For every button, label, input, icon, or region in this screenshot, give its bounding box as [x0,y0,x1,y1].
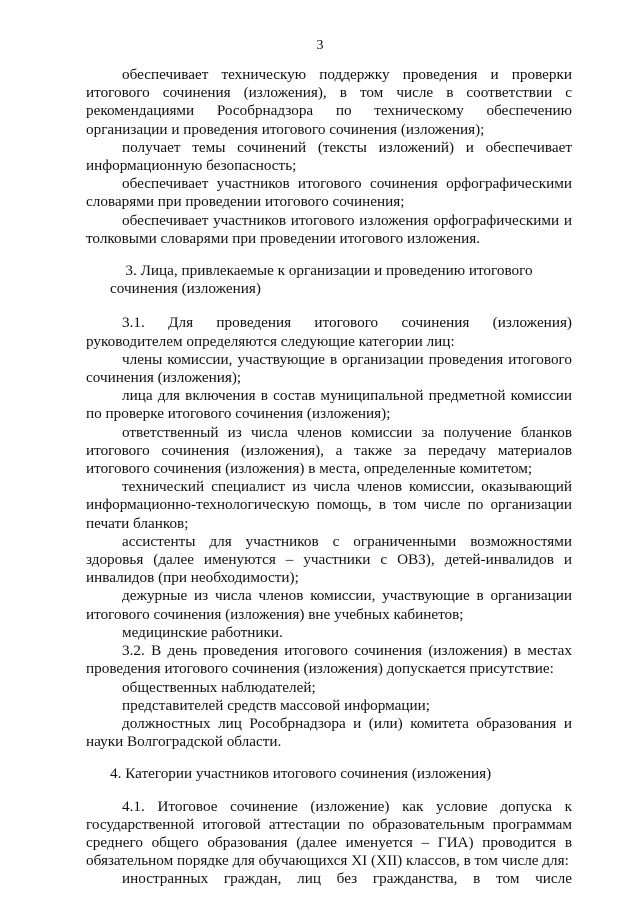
page-number: 3 [316,38,324,53]
section-heading-4: 4. Категории участников итогового сочинения (изложения) [110,765,492,783]
paragraph: ответственный из числа членов комиссии за получение бланков итогового сочинения (изложения), а также за передачу материалов итогового сочинения (изложения) в места, определенные комитетом; [86,423,572,478]
section-heading-3: 3. Лица, привлекаемые к организации и проведению итогового сочинения (изложения) [110,262,533,298]
paragraph: дежурные из числа членов комиссии, участвующие в организации итогового сочинения (изложения) вне учебных кабинетов; [86,587,572,623]
paragraph: иностранных граждан, лиц без гражданства, в том числе [122,870,572,888]
paragraph: обеспечивает техническую поддержку проведения и проверки итогового сочинения (изложения), в том числе в соответствии с рекомендациями Рособрнадзора по техническому обеспечению организации и проведения итогового сочинения (изложения); [86,66,572,138]
paragraph: получает темы сочинений (тексты изложений) и обеспечивает информационную безопасность; [86,138,572,175]
paragraph: 4.1. Итоговое сочинение (изложение) как условие допуска к государственной итоговой аттестации по образовательным программам среднего общего образования (далее именуется – ГИА) проводится в обязательном порядке для обучающихся XI (XII) классов, в том числе для: [86,797,572,870]
paragraph: общественных наблюдателей; [122,678,316,696]
paragraph: 3.2. В день проведения итогового сочинения (изложения) в местах проведения итогового сочинения (изложения) допускается присутствие: [86,642,572,678]
paragraph: технический специалист из числа членов комиссии, оказывающий информационно-технологическую помощь, в том числе по организации печати бланков; [86,478,572,532]
paragraph: представителей средств массовой информации; [122,696,430,714]
paragraph: обеспечивает участников итогового сочинения орфографическими словарями при проведении итогового сочинения; [86,175,572,211]
paragraph: медицинские работники. [122,623,283,641]
paragraph: ассистенты для участников с ограниченными возможностями здоровья (далее именуются – участники с ОВЗ), детей-инвалидов и инвалидов (при необходимости); [86,532,572,587]
paragraph: 3.1. Для проведения итогового сочинения (изложения) руководителем определяются следующие категории лиц: [86,314,572,350]
paragraph: члены комиссии, участвующие в организации проведения итогового сочинения (изложения); [86,350,572,387]
paragraph: лица для включения в состав муниципальной предметной комиссии по проверке итогового сочинения (изложения); [86,387,572,423]
paragraph: обеспечивает участников итогового изложения орфографическими и толковыми словарями при проведении итогового изложения. [86,211,572,247]
paragraph: должностных лиц Рособрнадзора и (или) комитета образования и науки Волгоградской области. [86,714,572,751]
document-body [86,66,572,889]
